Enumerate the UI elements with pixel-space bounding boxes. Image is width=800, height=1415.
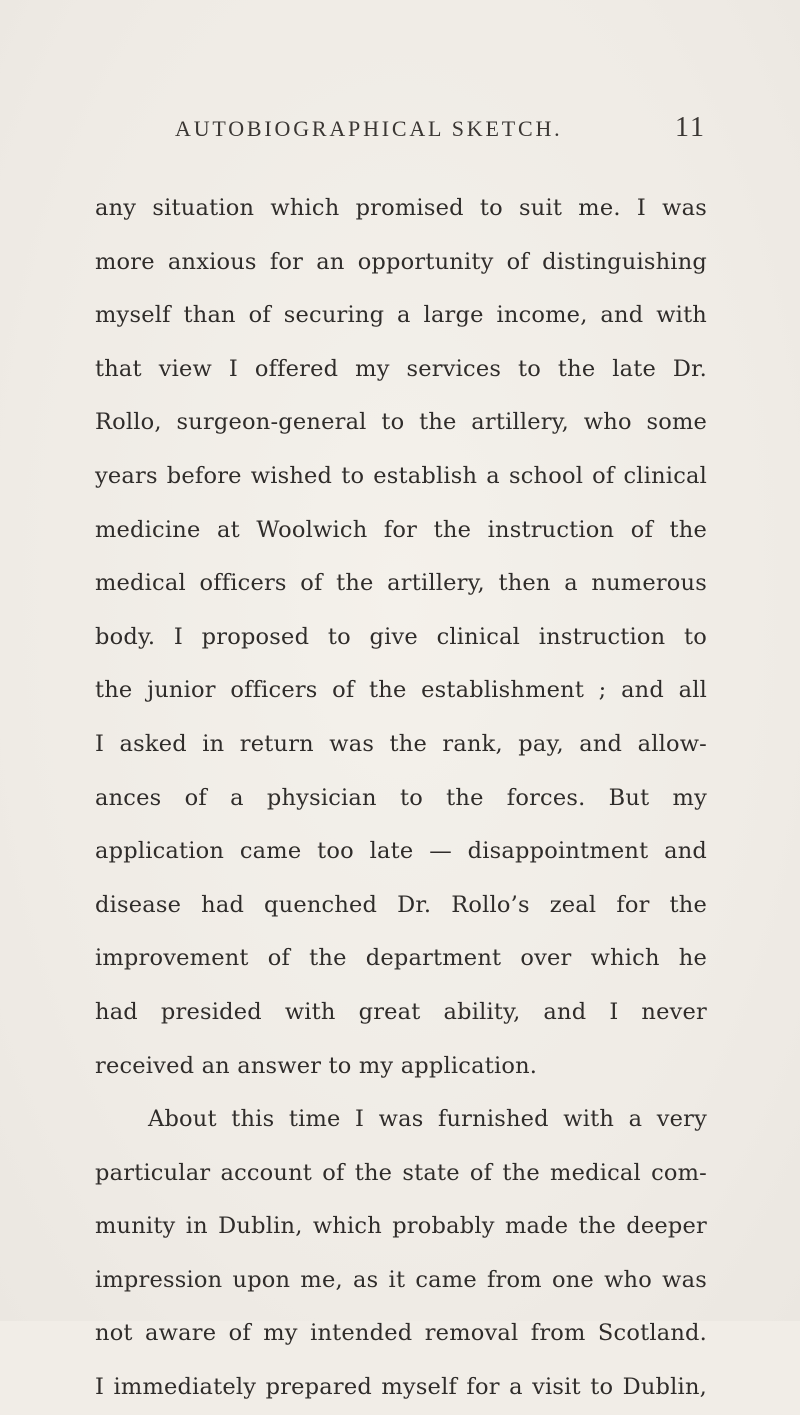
text-line: improvement of the department over which he: [95, 945, 707, 972]
text-line: I asked in return was the rank, pay, and allow-: [95, 730, 707, 757]
text-line: About this time I was furnished with a very: [148, 1106, 707, 1133]
text-line: received an answer to my application.: [95, 1052, 538, 1079]
text-line: ances of a physician to the forces. But my: [95, 784, 707, 811]
text-line: medicine at Woolwich for the instruction of the: [95, 516, 707, 543]
running-header: [95, 112, 706, 152]
text-line: munity in Dublin, which probably made the deeper: [95, 1213, 707, 1240]
text-line: years before wished to establish a school of clinical: [95, 462, 707, 489]
running-title: AUTOBIOGRAPHICAL SKETCH.: [175, 116, 563, 141]
text-line: I immediately prepared myself for a visit to Dublin,: [95, 1374, 707, 1401]
text-line: disease had quenched Dr. Rollo’s zeal for the: [95, 891, 707, 918]
text-line: myself than of securing a large income, and with: [95, 302, 707, 329]
page-number: 11: [675, 112, 706, 143]
text-line: any situation which promised to suit me. I was: [95, 195, 707, 221]
text-line: the junior officers of the establishment ; and all: [95, 677, 707, 704]
text-line: particular account of the state of the medical com-: [95, 1159, 707, 1186]
text-line: more anxious for an opportunity of distinguishing: [95, 248, 707, 275]
text-line: medical officers of the artillery, then a numerous: [95, 570, 707, 597]
text-line: not aware of my intended removal from Scotland.: [95, 1320, 707, 1347]
text-line: impression upon me, as it came from one who was: [95, 1266, 707, 1293]
body-text: [95, 182, 707, 1415]
text-line: Rollo, surgeon-general to the artillery, who some: [95, 409, 707, 436]
text-line: application came too late — disappointment and: [95, 838, 707, 865]
text-line: had presided with great ability, and I never: [95, 998, 707, 1025]
text-line: that view I offered my services to the late Dr.: [95, 355, 707, 382]
text-line: body. I proposed to give clinical instruction to: [95, 623, 707, 650]
